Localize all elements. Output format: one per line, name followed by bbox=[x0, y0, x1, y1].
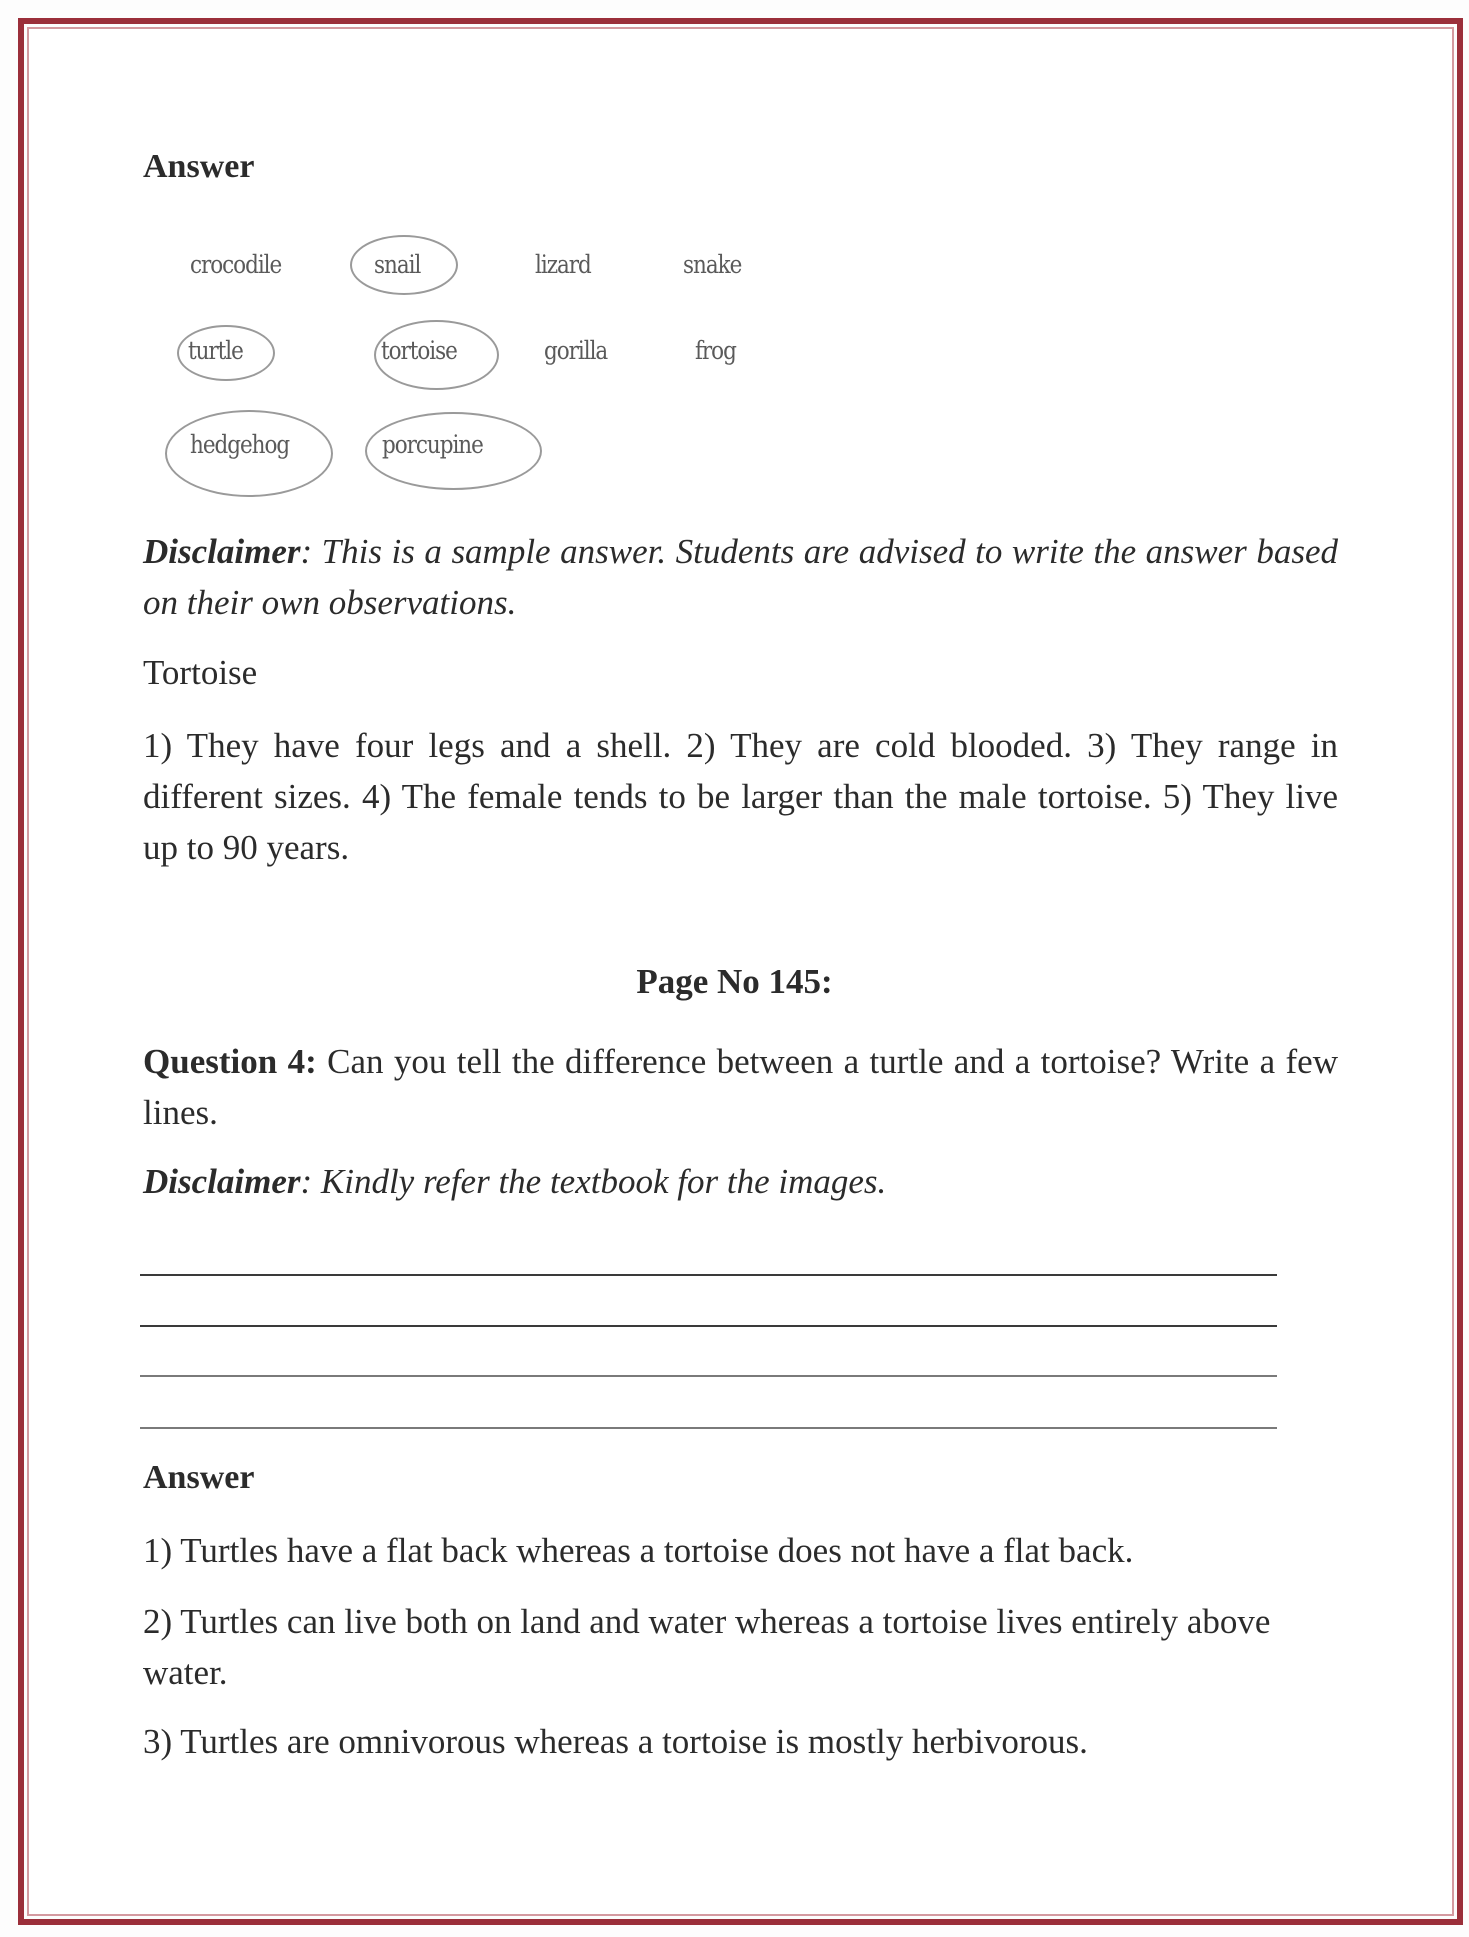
word-turtle: turtle bbox=[188, 336, 243, 365]
disclaimer-label: Disclaimer bbox=[143, 1162, 301, 1201]
page-number-heading: Page No 145: bbox=[636, 962, 833, 1001]
word-lizard: lizard bbox=[535, 250, 591, 279]
writing-line bbox=[140, 1274, 1277, 1276]
question-text: Can you tell the difference between a turtle and a tortoise? Write a few lines. bbox=[143, 1042, 1338, 1132]
question-4 bbox=[143, 1036, 1338, 1138]
answer-heading: Answer bbox=[143, 1459, 255, 1496]
writing-line bbox=[140, 1427, 1277, 1429]
disclaimer-textbook bbox=[143, 1156, 1338, 1207]
word-snail: snail bbox=[374, 250, 421, 279]
subject-tortoise: Tortoise bbox=[143, 653, 258, 692]
word-tortoise: tortoise bbox=[381, 336, 457, 365]
disclaimer-sample-answer bbox=[143, 526, 1338, 628]
answer-item-3: 3) Turtles are omnivorous whereas a tortoise is mostly herbivorous. bbox=[143, 1722, 1088, 1761]
word-porcupine: porcupine bbox=[382, 430, 483, 459]
question-label: Question 4: bbox=[143, 1042, 317, 1081]
disclaimer-label: Disclaimer bbox=[143, 532, 301, 571]
word-gorilla: gorilla bbox=[544, 336, 608, 365]
disclaimer-text: : Kindly refer the textbook for the images. bbox=[300, 1162, 887, 1201]
writing-line bbox=[140, 1375, 1277, 1377]
writing-line bbox=[140, 1325, 1277, 1327]
tortoise-facts: 1) They have four legs and a shell. 2) They are cold blooded. 3) They range in different sizes. 4) The female tends to be larger than the male tortoise. 5) They live up to 90 years. bbox=[143, 726, 1338, 867]
answer-item-2: 2) Turtles can live both on land and water whereas a tortoise lives entirely above water. bbox=[143, 1602, 1271, 1692]
word-hedgehog: hedgehog bbox=[190, 430, 290, 459]
word-snake: snake bbox=[683, 250, 742, 279]
answer-item-1: 1) Turtles have a flat back whereas a tortoise does not have a flat back. bbox=[143, 1531, 1134, 1570]
word-frog: frog bbox=[695, 336, 736, 365]
word-crocodile: crocodile bbox=[190, 250, 282, 279]
answer-heading: Answer bbox=[143, 148, 255, 185]
disclaimer-text: : This is a sample answer. Students are advised to write the answer based on their own observations. bbox=[143, 532, 1338, 622]
